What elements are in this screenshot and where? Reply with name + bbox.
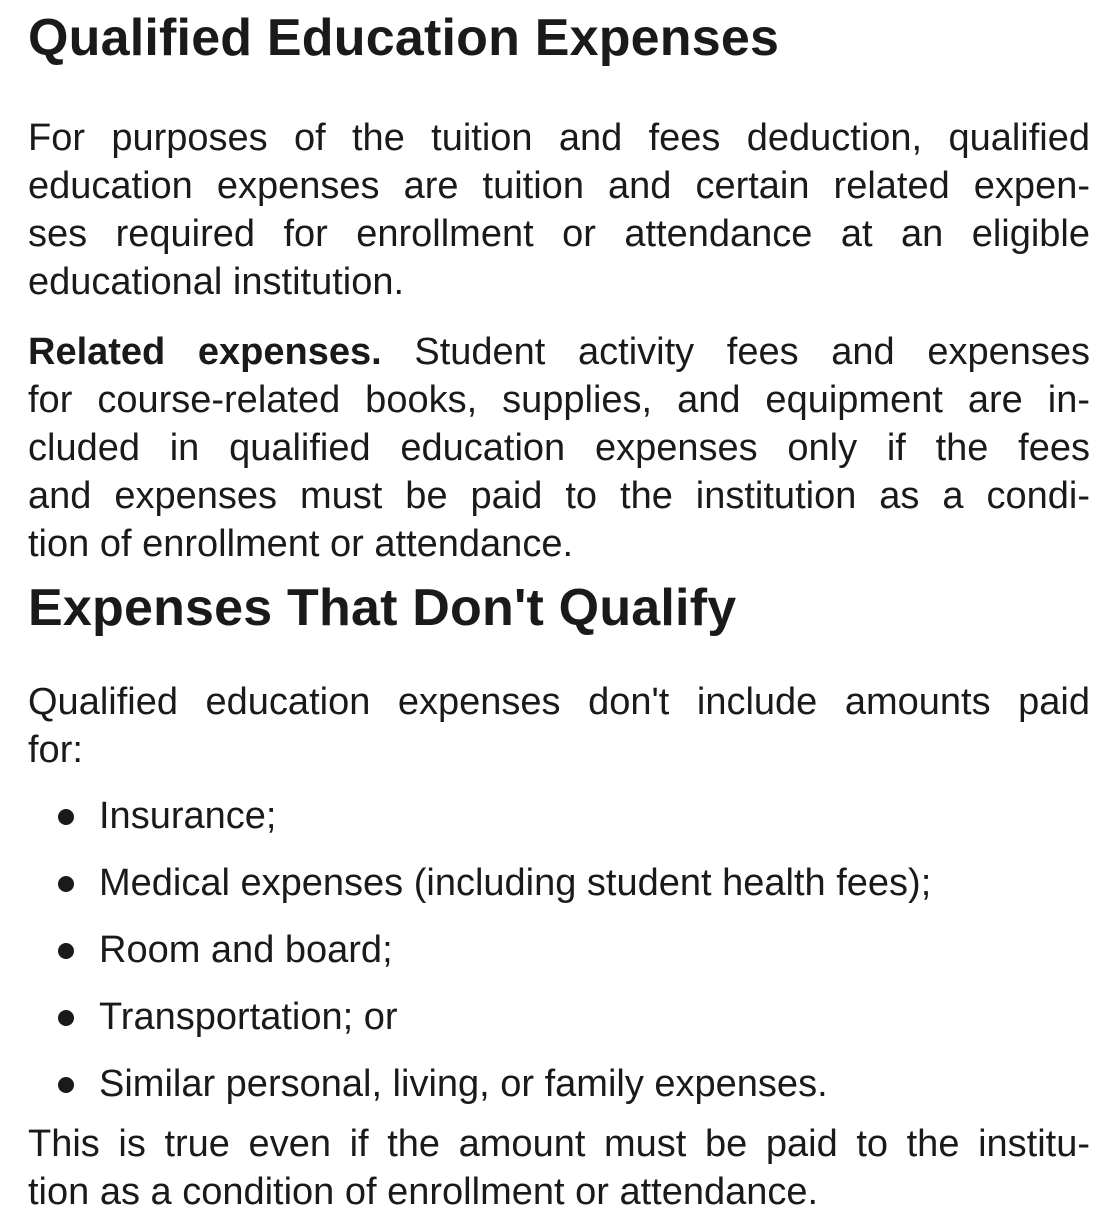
text-line: tion as a condition of enrollment or attendance. bbox=[28, 1171, 819, 1213]
text-line: tion of enrollment or attendance. bbox=[28, 523, 574, 565]
text-line bbox=[28, 328, 1090, 376]
text-line: for: bbox=[28, 729, 83, 771]
list-item bbox=[28, 1058, 931, 1116]
text-line: For purposes of the tuition and fees deduction, qualified bbox=[28, 117, 1090, 159]
text-line: This is true even if the amount must be paid to the institu- bbox=[28, 1123, 1090, 1165]
non-qualifying-expenses-list bbox=[28, 790, 931, 1116]
text-line: education expenses are tuition and certain related expen- bbox=[28, 165, 1090, 207]
text-line: cluded in qualified education expenses only if the fees bbox=[28, 427, 1090, 469]
non-qualifying-intro bbox=[28, 678, 1090, 774]
list-item bbox=[28, 924, 931, 991]
list-item-text: Insurance; bbox=[99, 795, 277, 837]
list-item bbox=[28, 790, 931, 857]
list-item-text: Similar personal, living, or family expenses. bbox=[99, 1063, 828, 1105]
bullet-icon bbox=[58, 943, 74, 959]
text-line: ses required for enrollment or attendance at an eligible bbox=[28, 213, 1090, 255]
list-item-text: Medical expenses (including student health fees); bbox=[99, 862, 932, 904]
text-line: Qualified education expenses don't include amounts paid bbox=[28, 681, 1090, 723]
list-item-text: Room and board; bbox=[99, 929, 393, 971]
list-item-text: Transportation; or bbox=[99, 996, 398, 1038]
text-line: and expenses must be paid to the institution as a condi- bbox=[28, 475, 1090, 517]
bullet-icon bbox=[58, 876, 74, 892]
related-expenses-run-in-heading: Related expenses. bbox=[28, 331, 382, 373]
bullet-icon bbox=[58, 1077, 74, 1093]
closing-paragraph bbox=[28, 1120, 1090, 1216]
bullet-icon bbox=[58, 1010, 74, 1026]
bullet-icon bbox=[58, 809, 74, 825]
list-item bbox=[28, 991, 931, 1058]
list-item bbox=[28, 857, 931, 924]
section-heading-qualified-expenses: Qualified Education Expenses bbox=[28, 9, 780, 67]
text-fragment: Student activity fees and expenses bbox=[381, 331, 1090, 373]
text-line: educational institution. bbox=[28, 261, 405, 303]
qualified-expenses-definition bbox=[28, 114, 1090, 306]
text-line: for course-related books, supplies, and equipment are in- bbox=[28, 379, 1090, 421]
section-heading-expenses-dont-qualify: Expenses That Don't Qualify bbox=[28, 579, 737, 637]
related-expenses-paragraph bbox=[28, 328, 1090, 568]
